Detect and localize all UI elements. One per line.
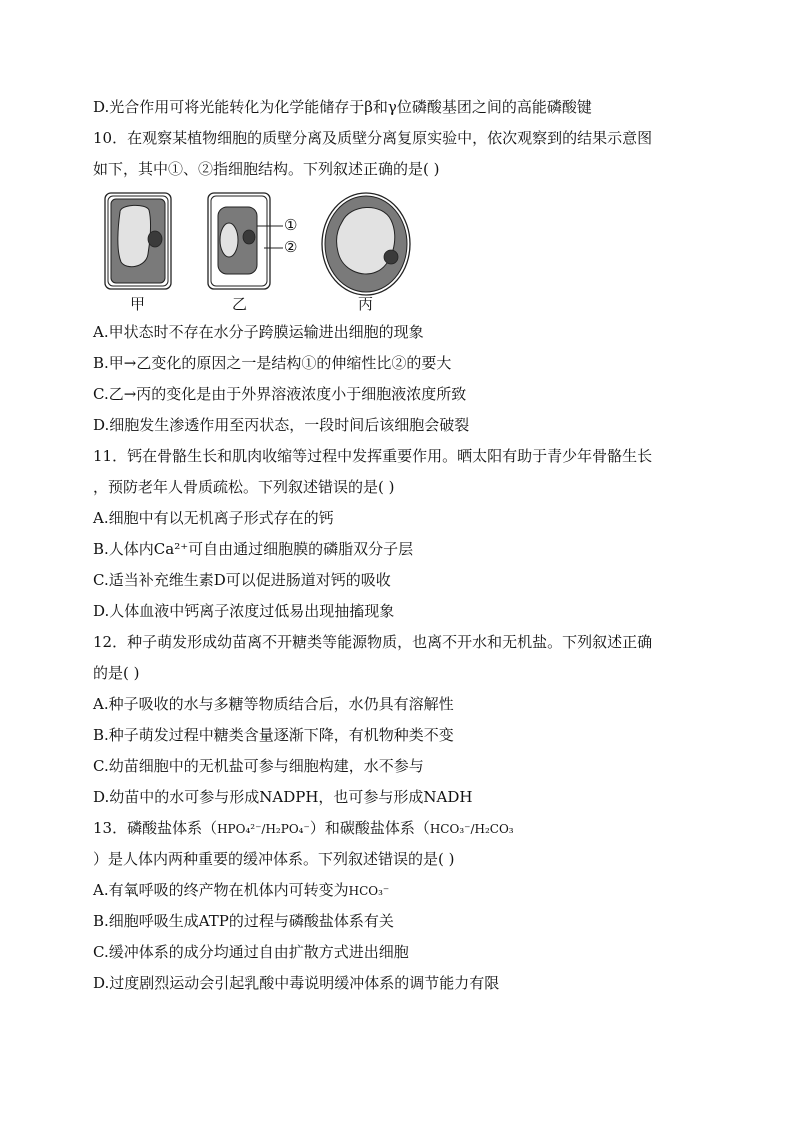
- q11-option-b: B.人体内Ca²⁺可自由通过细胞膜的磷脂双分子层: [93, 540, 414, 558]
- bicarbonate-formula: HCO₃⁻: [348, 884, 390, 898]
- q10-option-a: A.甲状态时不存在水分子跨膜运输进出细胞的现象: [93, 323, 424, 341]
- caption-yi: 乙: [232, 295, 248, 313]
- q10-option-d: D.细胞发生渗透作用至丙状态，一段时间后该细胞会破裂: [93, 416, 470, 434]
- phosphate-buffer-formula: HPO₄²⁻/H₂PO₄⁻: [217, 822, 310, 836]
- q13-option-a-text: A.有氧呼吸的终产物在机体内可转变为: [93, 881, 349, 899]
- q13-stem-line1: [93, 818, 514, 839]
- q12-stem-line1: 12．种子萌发形成幼苗离不开糖类等能源物质，也离不开水和无机盐。下列叙述正确: [93, 633, 653, 651]
- q13-option-b: B.细胞呼吸生成ATP的过程与磷酸盐体系有关: [93, 912, 394, 930]
- q13-option-c: C.缓冲体系的成分均通过自由扩散方式进出细胞: [93, 943, 409, 961]
- caption-bing: 丙: [358, 295, 374, 313]
- q13-stem-text-a: 13．磷酸盐体系（: [93, 819, 218, 837]
- q12-option-c: C.幼苗细胞中的无机盐可参与细胞构建，水不参与: [93, 757, 424, 775]
- q13-option-d: D.过度剧烈运动会引起乳酸中毒说明缓冲体系的调节能力有限: [93, 974, 500, 992]
- q11-option-c: C.适当补充维生素D可以促进肠道对钙的吸收: [93, 571, 391, 589]
- plant-cell-figure: [100, 190, 420, 315]
- structure-label-1: ①: [284, 216, 298, 234]
- q12-option-a: A.种子吸收的水与多糖等物质结合后，水仍具有溶解性: [93, 695, 454, 713]
- q11-stem-line1: 11．钙在骨骼生长和肌肉收缩等过程中发挥重要作用。晒太阳有助于青少年骨骼生长: [93, 447, 653, 465]
- cell-bing: [322, 193, 410, 295]
- q11-option-a: A.细胞中有以无机离子形式存在的钙: [93, 509, 334, 527]
- caption-jia: 甲: [130, 295, 146, 313]
- q13-option-a: [93, 880, 389, 901]
- q10-stem-line1: 10．在观察某植物细胞的质壁分离及质壁分离复原实验中，依次观察到的结果示意图: [93, 129, 653, 147]
- q9-option-d: D.光合作用可将光能转化为化学能储存于β和γ位磷酸基团之间的高能磷酸键: [93, 98, 592, 116]
- structure-label-2: ②: [284, 238, 298, 256]
- q10-option-c: C.乙→丙的变化是由于外界溶液浓度小于细胞液浓度所致: [93, 385, 467, 403]
- cell-jia: [105, 193, 171, 289]
- q10-option-b: B.甲→乙变化的原因之一是结构①的伸缩性比②的要大: [93, 354, 452, 372]
- q12-option-b: B.种子萌发过程中糖类含量逐渐下降，有机物种类不变: [93, 726, 454, 744]
- carbonate-buffer-formula: HCO₃⁻/H₂CO₃: [429, 822, 514, 836]
- cell-yi: [208, 193, 283, 289]
- q11-option-d: D.人体血液中钙离子浓度过低易出现抽搐现象: [93, 602, 395, 620]
- q11-stem-line2: ，预防老年人骨质疏松。下列叙述错误的是( ): [93, 478, 395, 496]
- q12-stem-line2: 的是( ): [93, 664, 140, 682]
- q10-stem-line2: 如下，其中①、②指细胞结构。下列叙述正确的是( ): [93, 160, 440, 178]
- q12-option-d: D.幼苗中的水可参与形成NADPH，也可参与形成NADH: [93, 788, 473, 806]
- q13-stem-line2: ）是人体内两种重要的缓冲体系。下列叙述错误的是( ): [93, 850, 455, 868]
- q13-stem-text-b: ）和碳酸盐体系（: [309, 819, 430, 837]
